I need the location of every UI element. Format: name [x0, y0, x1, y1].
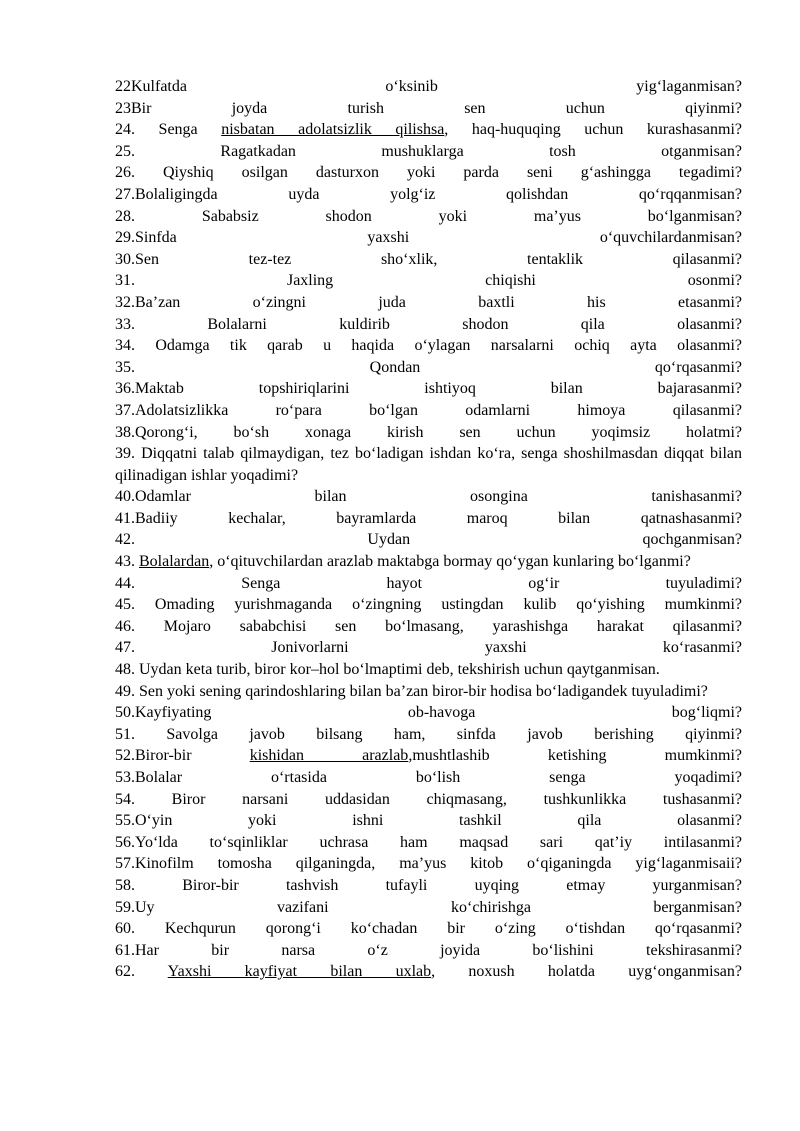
question-54: [115, 789, 742, 811]
question-33: [115, 314, 742, 336]
question-text: 52.Biror-bir: [115, 747, 250, 765]
question-47: [115, 637, 742, 659]
question-text: 39. Diqqatni talab qilmaydigan, tez bo‘ladigan ishdan ko‘ra, senga shoshilmasdan diqqat bilan qilinadigan ishlar yoqadimi?: [115, 445, 742, 484]
question-text: , o‘qituvchilardan arazlab maktabga bormay qo‘ygan kunlaring bo‘lganmi?: [209, 553, 691, 571]
question-text: 37.Adolatsizlikka ro‘para bo‘lgan odamlarni himoya qilasanmi?: [115, 401, 742, 419]
question-28: [115, 206, 742, 228]
question-text: 25. Ragatkadan mushuklarga tosh otganmisan?: [115, 142, 742, 160]
question-55: [115, 810, 742, 832]
question-23: [115, 98, 742, 120]
question-text: 34. Odamga tik qarab u haqida o‘ylagan narsalarni ochiq ayta olasanmi?: [115, 337, 742, 355]
question-text: 22Kulfatda o‘ksinib yig‘laganmisan?: [115, 78, 742, 95]
question-text: 47. Jonivorlarni yaxshi ko‘rasanmi?: [115, 639, 742, 657]
question-59: [115, 897, 742, 919]
question-34: [115, 335, 742, 357]
question-41: [115, 508, 742, 530]
question-text: 58. Biror-bir tashvish tufayli uyqing etmay yurganmisan?: [115, 876, 742, 894]
question-text: , haq-huquqing uchun kurashasanmi?: [444, 121, 743, 139]
question-text: 30.Sen tez-tez sho‘xlik, tentaklik qilasanmi?: [115, 250, 742, 268]
question-text: 35. Qondan qo‘rqasanmi?: [115, 358, 742, 376]
question-text: 62.: [115, 963, 168, 981]
question-text: 28. Sababsiz shodon yoki ma’yus bo‘lganmisan?: [115, 207, 742, 225]
question-22: [115, 76, 742, 98]
question-text: 55.O‘yin yoki ishni tashkil qila olasanmi?: [115, 812, 742, 830]
question-text: 56.Yo‘lda to‘sqinliklar uchrasa ham maqsad sari qat’iy intilasanmi?: [115, 833, 742, 851]
question-32: [115, 292, 742, 314]
question-text: 54. Biror narsani uddasidan chiqmasang, tushkunlikka tushasanmi?: [115, 790, 742, 808]
question-36: [115, 378, 742, 400]
question-31: [115, 270, 742, 292]
question-text: 46. Mojaro sababchisi sen bo‘lmasang, yarashishga harakat qilasanmi?: [115, 617, 742, 635]
underlined-phrase: kishidan arazlab: [249, 747, 409, 765]
question-text: 61.Har bir narsa o‘z joyida bo‘lishini tekshirasanmi?: [115, 941, 742, 959]
question-56: [115, 832, 742, 854]
underlined-phrase: Yaxshi kayfiyat bilan uxlab: [167, 963, 432, 981]
question-text: 27.Bolaligingda uyda yolg‘iz qolishdan qo‘rqqanmisan?: [115, 185, 742, 203]
question-text: 24. Senga: [115, 121, 222, 139]
question-62: [115, 961, 742, 983]
question-27: [115, 184, 742, 206]
question-text: , noxush holatda uyg‘onganmisan?: [431, 963, 743, 981]
question-50: [115, 702, 742, 724]
question-text: 31. Jaxling chiqishi osonmi?: [115, 272, 742, 290]
question-text: 53.Bolalar o‘rtasida bo‘lish senga yoqadimi?: [115, 769, 742, 786]
question-24: [115, 119, 742, 141]
question-text: 44. Senga hayot og‘ir tuyuladimi?: [115, 574, 742, 592]
question-53: [115, 767, 742, 789]
question-text: 49. Sen yoki sening qarindoshlaring bilan ba’zan biror-bir hodisa bo‘ladigandek tuyuladimi?: [115, 682, 708, 700]
question-48: [115, 659, 742, 681]
question-text: 41.Badiiy kechalar, bayramlarda maroq bilan qatnashasanmi?: [115, 509, 742, 527]
question-49: [115, 681, 742, 703]
question-30: [115, 249, 742, 271]
question-text: 32.Ba’zan o‘zingni juda baxtli his etasanmi?: [115, 293, 742, 311]
question-text: 48. Uydan keta turib, biror kor–hol bo‘lmaptimi deb, tekshirish uchun qaytganmisan.: [115, 661, 660, 679]
question-38: [115, 422, 742, 444]
question-58: [115, 875, 742, 897]
question-39: [115, 443, 742, 486]
question-text: 57.Kinofilm tomosha qilganingda, ma’yus kitob o‘qiganingda yig‘laganmisaii?: [115, 855, 742, 873]
questionnaire-page: [115, 76, 742, 983]
question-text: 26. Qiyshiq osilgan dasturxon yoki parda seni g‘ashingga tegadimi?: [115, 164, 742, 182]
question-25: [115, 141, 742, 163]
underlined-phrase: nisbatan adolatsizlik qilishsa: [221, 121, 445, 139]
question-44: [115, 573, 742, 595]
question-26: [115, 162, 742, 184]
underlined-phrase: Bolalardan: [139, 553, 210, 571]
question-text: 50.Kayfiyating ob-havoga bog‘liqmi?: [115, 704, 742, 722]
question-text: 33. Bolalarni kuldirib shodon qila olasanmi?: [115, 315, 742, 333]
question-text: 59.Uy vazifani ko‘chirishga berganmisan?: [115, 898, 742, 916]
question-text: 51. Savolga javob bilsang ham, sinfda javob berishing qiyinmi?: [115, 725, 742, 743]
question-45: [115, 594, 742, 616]
question-37: [115, 400, 742, 422]
question-text: 36.Maktab topshiriqlarini ishtiyoq bilan bajarasanmi?: [115, 380, 742, 398]
question-51: [115, 724, 742, 746]
question-43: [115, 551, 742, 573]
question-61: [115, 940, 742, 962]
question-text: 43.: [115, 553, 139, 571]
question-52: [115, 745, 742, 767]
question-text: 23Bir joyda turish sen uchun qiyinmi?: [115, 99, 742, 117]
question-57: [115, 853, 742, 875]
question-40: [115, 486, 742, 508]
question-text: 42. Uydan qochganmisan?: [115, 531, 742, 549]
question-46: [115, 616, 742, 638]
question-60: [115, 918, 742, 940]
question-text: 45. Omading yurishmaganda o‘zingning ustingdan kulib qo‘yishing mumkinmi?: [115, 596, 742, 614]
question-text: 29.Sinfda yaxshi o‘quvchilardanmisan?: [115, 229, 742, 247]
question-text: 38.Qorong‘i, bo‘sh xonaga kirish sen uchun yoqimsiz holatmi?: [115, 423, 742, 441]
question-29: [115, 227, 742, 249]
question-text: 40.Odamlar bilan osongina tanishasanmi?: [115, 488, 742, 506]
question-42: [115, 529, 742, 551]
question-text: 60. Kechqurun qorong‘i ko‘chadan bir o‘zing o‘tishdan qo‘rqasanmi?: [115, 920, 742, 938]
question-text: ,mushtlashib ketishing mumkinmi?: [408, 747, 742, 765]
question-35: [115, 357, 742, 379]
